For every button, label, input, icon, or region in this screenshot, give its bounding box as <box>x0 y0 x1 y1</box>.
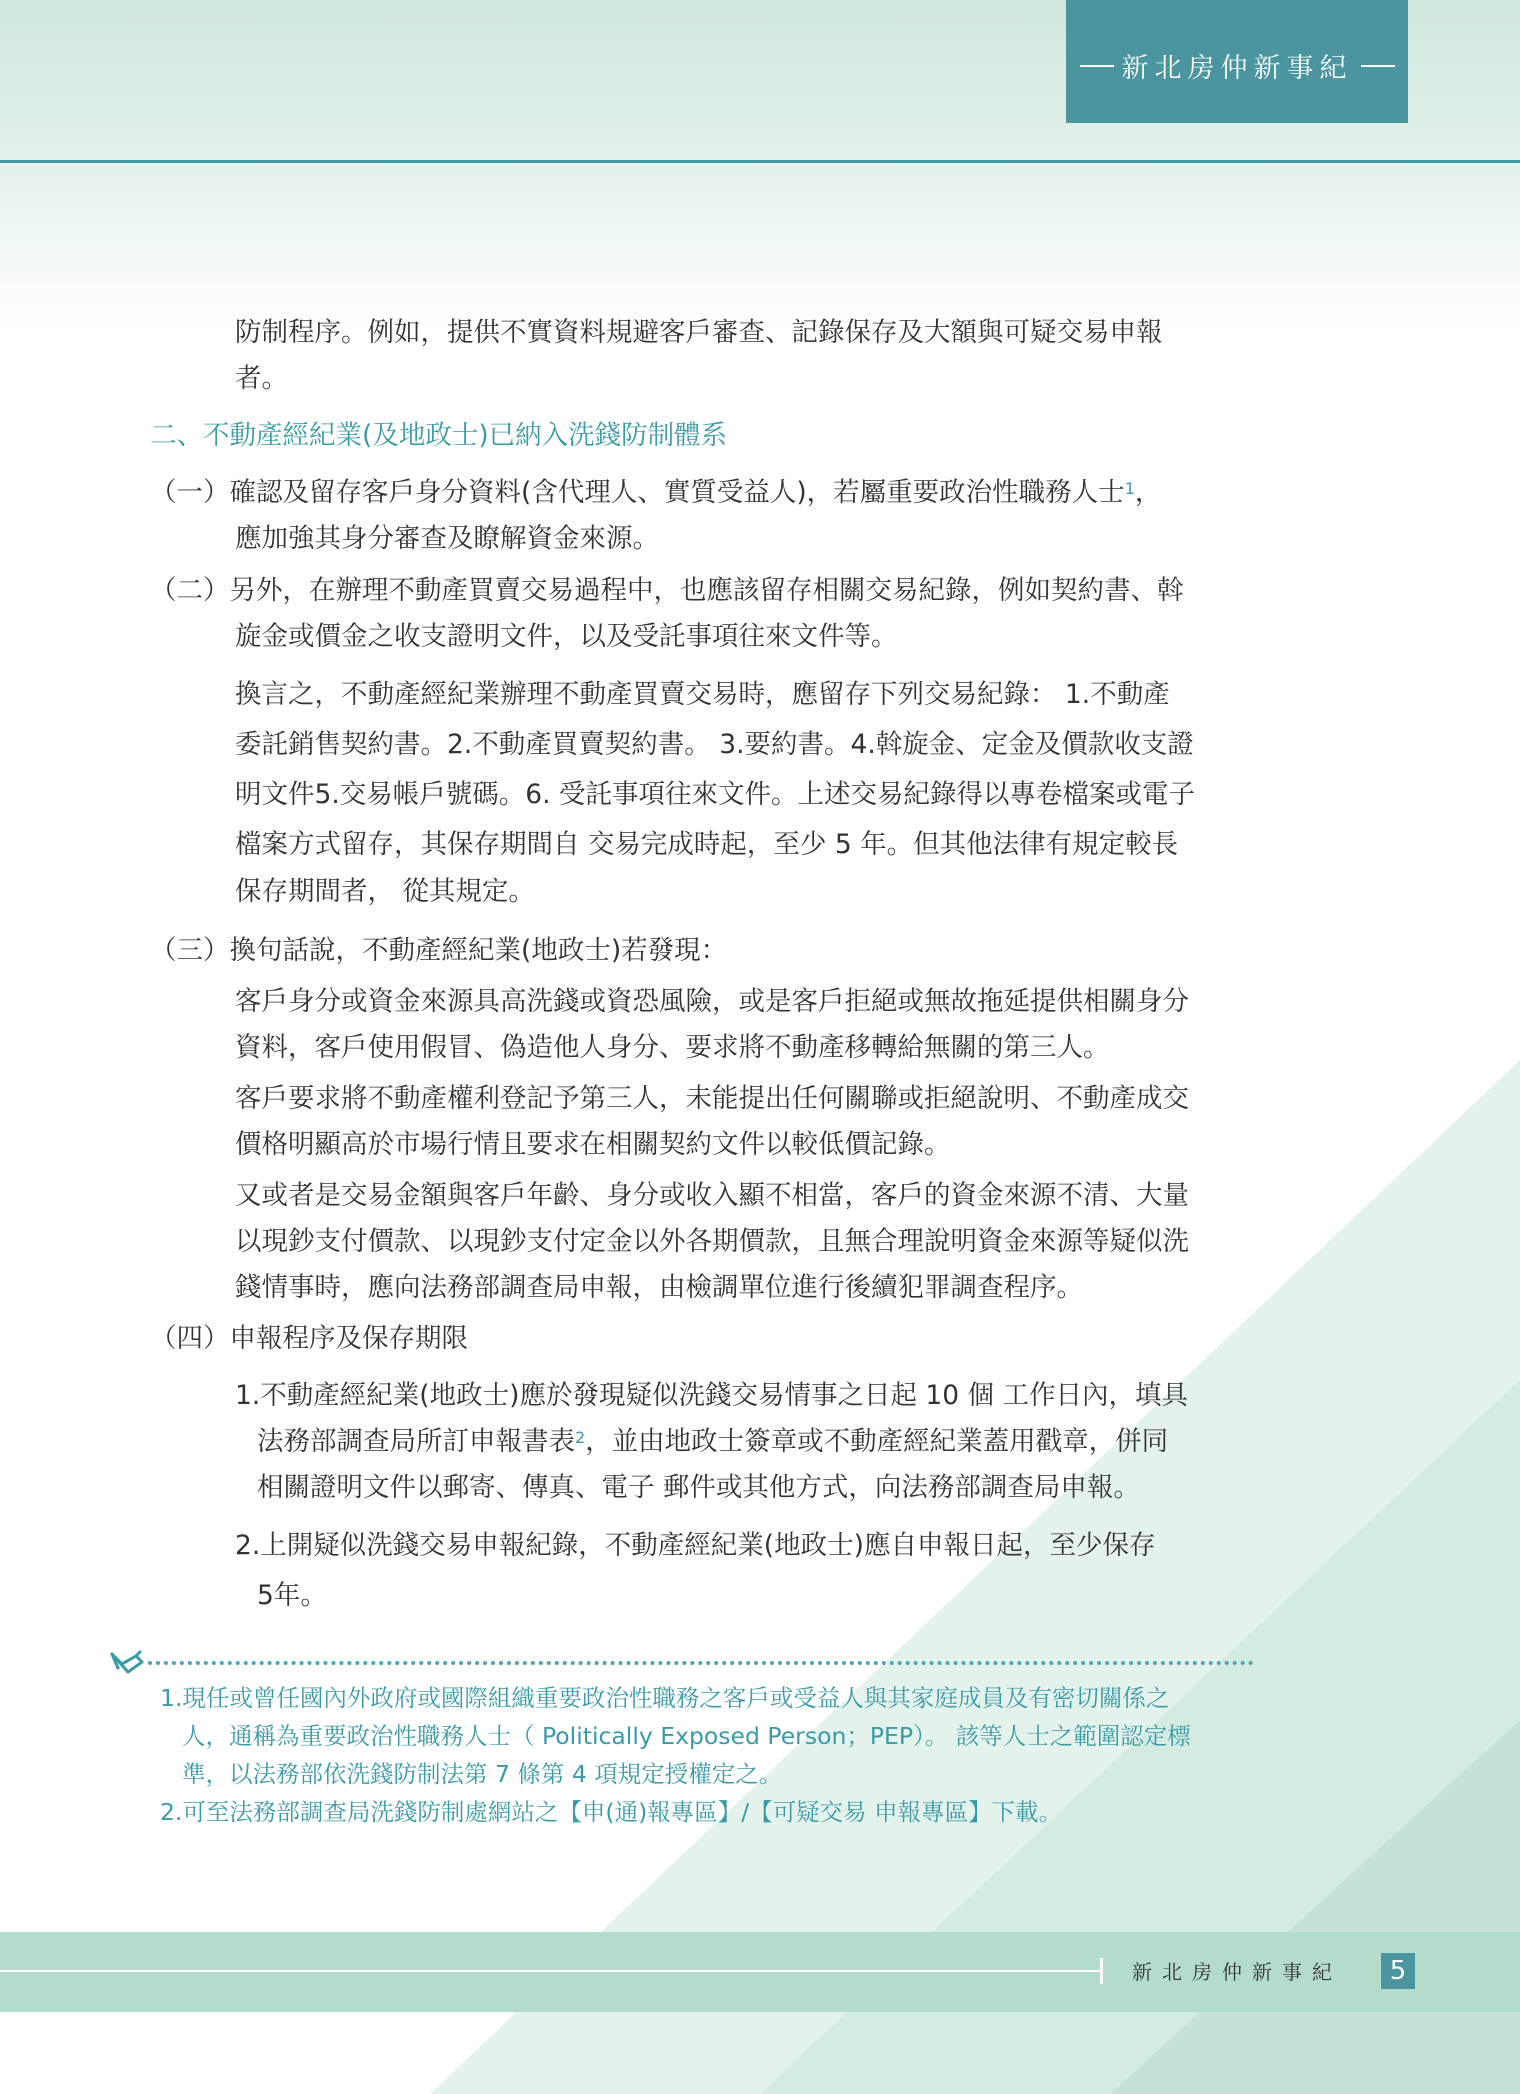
item-3-para-2-line-1: 客戶要求將不動產權利登記予第三人，未能提出任何關聯或拒絕說明、不動產成交 <box>235 1083 1189 1114</box>
item-3-para-3-line-1: 又或者是交易金額與客戶年齡、身分或收入顯不相當，客戶的資金來源不清、大量 <box>235 1180 1189 1211</box>
item-4-1-line-3: 相關證明文件以郵寄、傳真、電子 郵件或其他方式，向法務部調查局申報。 <box>257 1472 1140 1503</box>
item-4-2-line-1: 2.上開疑似洗錢交易申報紀錄，不動產經紀業(地政士)應自申報日起，至少保存 <box>235 1530 1156 1561</box>
item-4-1-line-2 <box>257 1419 1168 1465</box>
item-1-line-2: 應加強其身分審查及瞭解資金來源。 <box>235 523 659 554</box>
item-3-para-2-line-2: 價格明顯高於市場行情且要求在相關契約文件以較低價記錄。 <box>235 1129 951 1160</box>
header-title: 新北房仲新事紀 <box>1121 53 1353 84</box>
intro-line-2: 者。 <box>235 363 288 394</box>
footnote-ref-1: 1 <box>1124 479 1135 498</box>
item-2-line-1: （二）另外，在辦理不動產買賣交易過程中，也應該留存相關交易紀錄，例如契約書、斡 <box>150 575 1184 606</box>
footnote-2: 2.可至法務部調查局洗錢防制處網站之【申(通)報專區】/【可疑交易 申報專區】下載。 <box>160 1798 1063 1826</box>
item-3-para-1-line-1: 客戶身分或資金來源具高洗錢或資恐風險，或是客戶拒絕或無故拖延提供相關身分 <box>235 986 1189 1017</box>
item-2-line-2: 旋金或價金之收支證明文件，以及受託事項往來文件等。 <box>235 621 898 652</box>
header-title-box <box>1066 0 1408 123</box>
item-4-1-line-1: 1.不動產經紀業(地政士)應於發現疑似洗錢交易情事之日起 10 個 工作日內，填具 <box>235 1380 1188 1411</box>
item-2-detail-line-3: 明文件5.交易帳戶號碼。6. 受託事項往來文件。上述交易紀錄得以專卷檔案或電子 <box>235 779 1195 810</box>
item-2-detail-line-1: 換言之，不動產經紀業辦理不動產買賣交易時，應留存下列交易紀錄： 1.不動產 <box>235 679 1170 710</box>
item-1-line-1 <box>150 470 1161 516</box>
footer-rule <box>0 1970 1100 1972</box>
item-4-2-line-2: 5年。 <box>257 1580 327 1611</box>
page-number: 5 <box>1381 1953 1415 1989</box>
footnote-1-line-2: 人，通稱為重要政治性職務人士（ Politically Exposed Person；PEP）。 該等人士之範圍認定標 <box>182 1722 1191 1750</box>
item-3-para-3-line-2: 以現鈔支付價款、以現鈔支付定金以外各期價款，且無合理說明資金來源等疑似洗 <box>235 1226 1189 1257</box>
footnote-1-line-1: 1.現任或曾任國內外政府或國際組織重要政治性職務之客戶或受益人與其家庭成員及有密切關係之 <box>160 1684 1170 1712</box>
header-dash-left <box>1080 65 1114 67</box>
item-3-para-3-line-3: 錢情事時，應向法務部調查局申報，由檢調單位進行後續犯罪調查程序。 <box>235 1272 1083 1303</box>
item-4-title: （四）申報程序及保存期限 <box>150 1323 468 1354</box>
item-1-text: （一）確認及留存客戶身分資料(含代理人、實質受益人)，若屬重要政治性職務人士 <box>150 477 1125 508</box>
item-2-detail-line-4: 檔案方式留存，其保存期間自 交易完成時起，至少 5 年。但其他法律有規定較長 <box>235 829 1179 860</box>
item-2-detail-line-5: 保存期間者， 從其規定。 <box>235 876 535 907</box>
footnote-1-line-3: 準，以法務部依洗錢防制法第 7 條第 4 項規定授權定之。 <box>182 1760 783 1788</box>
footnote-ref-2: 2 <box>575 1428 586 1447</box>
item-3-title: （三）換句話說，不動產經紀業(地政士)若發現： <box>150 935 728 966</box>
header-rule <box>0 160 1520 163</box>
footer-title: 新北房仲新事紀 <box>1132 1960 1342 1984</box>
item-2-detail-line-2: 委託銷售契約書。2.不動產買賣契約書。 3.要約書。4.斡旋金、定金及價款收支證 <box>235 729 1194 760</box>
pencil-icon <box>108 1648 148 1678</box>
item-1-comma: ， <box>1134 477 1162 508</box>
footer-tick <box>1100 1958 1103 1984</box>
intro-line-1: 防制程序。例如，提供不實資料規避客戶審查、記錄保存及大額與可疑交易申報 <box>235 317 1163 348</box>
item-4-1-text-start: 法務部調查局所訂申報書表 <box>257 1426 575 1457</box>
item-4-1-text-end: ，並由地政士簽章或不動產經紀業蓋用戳章，併同 <box>585 1426 1169 1457</box>
header-dash-right <box>1361 65 1395 67</box>
footnote-divider <box>148 1661 1254 1665</box>
section-2-title: 二、不動產經紀業(及地政士)已納入洗錢防制體系 <box>150 420 728 451</box>
item-3-para-1-line-2: 資料，客戶使用假冒、偽造他人身分、要求將不動產移轉給無關的第三人。 <box>235 1032 1110 1063</box>
